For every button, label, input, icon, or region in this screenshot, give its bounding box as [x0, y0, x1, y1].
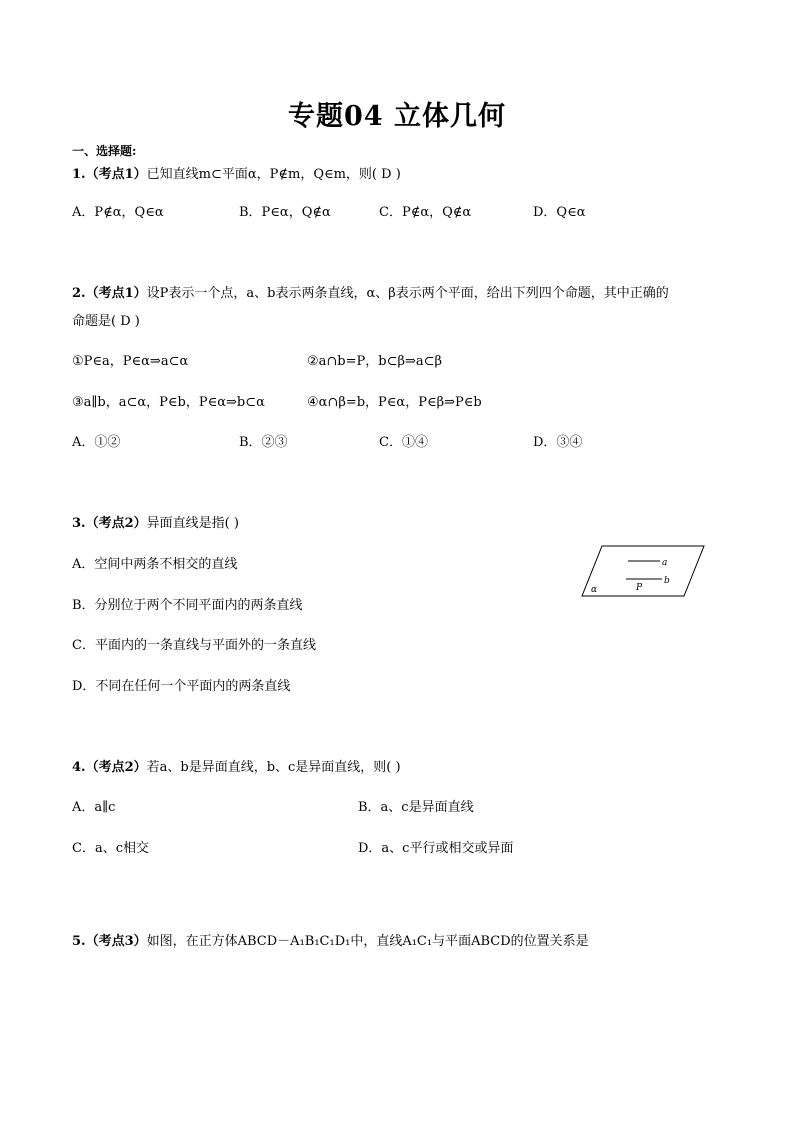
question-number: 3.（考点2）	[72, 516, 147, 531]
question-stem-line2: 命题是( D )	[72, 314, 140, 329]
option-c: C．P∉α，Q∉α	[379, 205, 472, 220]
question-number: 5.（考点3）	[72, 934, 147, 949]
option-a: A．P∉α，Q∈α	[72, 205, 164, 220]
question-4	[72, 760, 401, 776]
question-stem: 异面直线是指( )	[146, 516, 239, 531]
option-a: A．空间中两条不相交的直线	[72, 557, 238, 572]
option-b: B．P∈α，Q∉α	[239, 205, 331, 220]
page-title: 专题04 立体几何	[288, 101, 506, 132]
label-a: a	[662, 558, 668, 568]
plane-parallelogram	[582, 546, 704, 596]
question-5	[72, 934, 589, 950]
option-b: B．②③	[239, 435, 288, 450]
question-1	[72, 167, 401, 183]
proposition-4: ④α∩β=b，P∈α，P∈β⇒P∈b	[307, 395, 482, 410]
option-d: D．a、c平行或相交或异面	[358, 841, 514, 856]
question-number: 2.（考点1）	[72, 286, 147, 301]
option-c: C．a、c相交	[72, 841, 149, 856]
option-b: B．a、c是异面直线	[358, 800, 474, 815]
question-stem: 已知直线m⊂平面α，P∉m，Q∈m，则( D )	[146, 167, 401, 182]
label-plane: α	[591, 585, 598, 595]
option-b: B．分别位于两个不同平面内的两条直线	[72, 598, 303, 613]
option-d: D．不同在任何一个平面内的两条直线	[72, 679, 291, 694]
plane-lines-figure	[580, 544, 706, 600]
proposition-2: ②a∩b=P，b⊂β⇒a⊂β	[307, 354, 443, 369]
option-c: C．①④	[379, 435, 428, 450]
question-number: 1.（考点1）	[72, 167, 147, 182]
label-point: P	[636, 583, 643, 593]
question-stem: 如图，在正方体ABCD－A₁B₁C₁D₁中，直线A₁C₁与平面ABCD的位置关系是	[146, 934, 589, 949]
label-b: b	[664, 576, 670, 586]
option-d: D．Q∈α	[533, 205, 586, 220]
question-stem: 若a、b是异面直线，b、c是异面直线，则( )	[146, 760, 401, 775]
option-a: A．①②	[72, 435, 121, 450]
question-3	[72, 516, 239, 532]
question-number: 4.（考点2）	[72, 760, 147, 775]
proposition-1: ①P∈a，P∈α⇒a⊂α	[72, 354, 189, 369]
proposition-3: ③a∥b，a⊂α，P∈b，P∈α⇒b⊂α	[72, 395, 265, 410]
option-c: C．平面内的一条直线与平面外的一条直线	[72, 638, 316, 653]
question-stem-line1: 设P表示一个点，a、b表示两条直线，α、β表示两个平面，给出下列四个命题，其中正确的	[146, 286, 669, 301]
option-a: A．a∥c	[72, 800, 116, 815]
section-heading: 一、选择题:	[72, 144, 137, 158]
option-d: D．③④	[533, 435, 583, 450]
question-2	[72, 286, 669, 302]
